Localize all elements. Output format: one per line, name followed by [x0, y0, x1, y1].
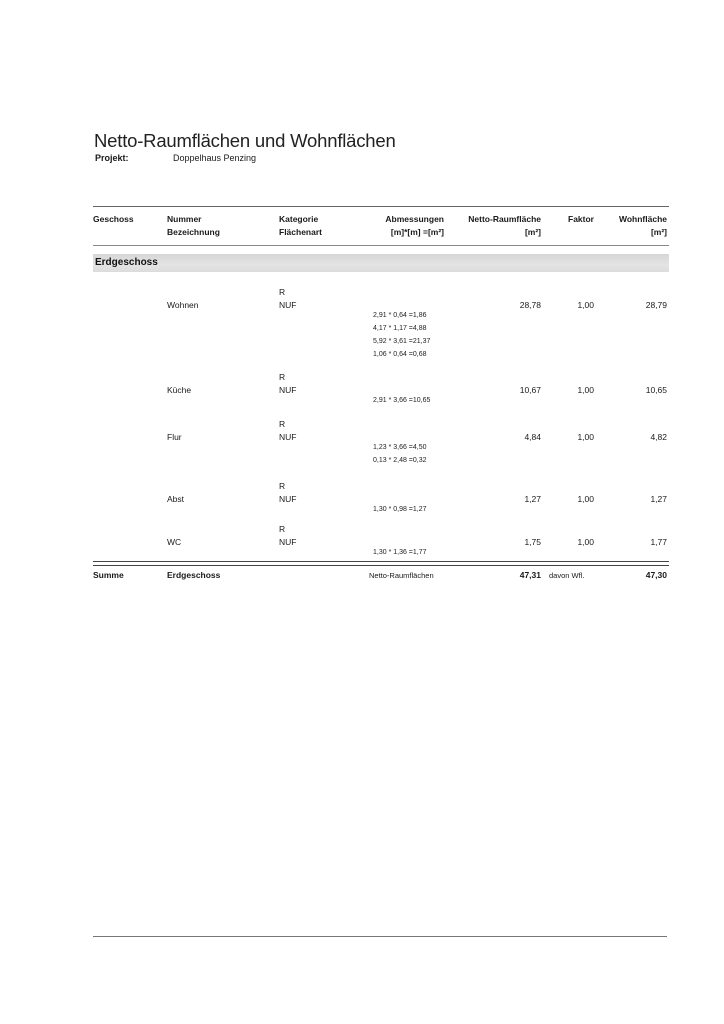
project-label: Projekt:: [95, 153, 129, 163]
room-netto: 4,84: [524, 432, 541, 442]
section-title: Erdgeschoss: [95, 257, 158, 268]
header-kategorie-label: Kategorie: [279, 214, 319, 224]
room-calc-line: 1,30 * 0,98 =1,27: [373, 506, 427, 513]
header-nummer-label: Nummer: [167, 214, 202, 224]
header-geschoss-label: Geschoss: [93, 214, 134, 224]
summary-rule-bottom: [93, 565, 669, 566]
room-netto: 1,75: [524, 537, 541, 547]
room-faktor: 1,00: [577, 537, 594, 547]
room-kategorie: R: [279, 287, 286, 297]
summary-type: Netto-Raumflächen: [369, 571, 434, 580]
room-name: WC: [167, 537, 182, 547]
room-name: Küche: [167, 385, 192, 395]
room-name: Flur: [167, 432, 182, 442]
page-title: Netto-Raumflächen und Wohnflächen: [94, 130, 396, 151]
room-wohnflaeche: 28,79: [645, 300, 667, 310]
room-faktor: 1,00: [577, 385, 594, 395]
summary-netto: 47,31: [519, 570, 541, 580]
summary-rule-top: [93, 561, 669, 562]
room-flaechenart: NUF: [279, 432, 297, 442]
summary-davon: davon Wfl.: [549, 571, 585, 580]
room-name: Wohnen: [167, 300, 199, 310]
room-wohnflaeche: 4,82: [650, 432, 667, 442]
header-abmessungen: [385, 213, 444, 239]
room-faktor: 1,00: [577, 300, 594, 310]
header-netto: [468, 213, 541, 239]
header-wohnflaeche-unit: [m²]: [650, 227, 667, 237]
room-netto: 10,67: [519, 385, 541, 395]
header-wohnflaeche-label: Wohnfläche: [618, 214, 667, 224]
summary-geschoss: Erdgeschoss: [167, 570, 221, 580]
header-faktor: [568, 213, 594, 226]
footer-rule: [93, 936, 667, 937]
room-kategorie: R: [279, 419, 286, 429]
header-wohnflaeche: [619, 213, 667, 239]
header-abmessungen-label: Abmessungen: [385, 214, 444, 224]
room-wohnflaeche: 1,77: [650, 537, 667, 547]
room-netto: 28,78: [519, 300, 541, 310]
header-netto-label: Netto-Raumfläche: [468, 214, 541, 224]
room-flaechenart: NUF: [279, 385, 297, 395]
room-calc-line: 2,91 * 3,66 =10,65: [373, 397, 431, 404]
room-flaechenart: NUF: [279, 300, 297, 310]
room-faktor: 1,00: [577, 432, 594, 442]
room-calc-line: 1,23 * 3,66 =4,50: [373, 444, 427, 451]
room-calc-line: 5,92 * 3,61 =21,37: [373, 338, 431, 345]
room-calc-line: 1,06 * 0,64 =0,68: [373, 351, 427, 358]
room-calc-line: 1,30 * 1,36 =1,77: [373, 549, 427, 556]
room-calc-line: 2,91 * 0,64 =1,86: [373, 312, 427, 319]
room-flaechenart: NUF: [279, 494, 297, 504]
header-flaechenart-label: Flächenart: [279, 227, 322, 237]
room-kategorie: R: [279, 524, 286, 534]
room-calc-line: 4,17 * 1,17 =4,88: [373, 325, 427, 332]
room-kategorie: R: [279, 372, 286, 382]
header-kategorie: [279, 213, 322, 239]
header-bottom-rule: [93, 245, 669, 246]
room-wohnflaeche: 10,65: [645, 385, 667, 395]
room-faktor: 1,00: [577, 494, 594, 504]
header-abmessungen-unit: [m]*[m] =[m²]: [390, 227, 444, 237]
room-flaechenart: NUF: [279, 537, 297, 547]
room-calc-line: 0,13 * 2,48 =0,32: [373, 457, 427, 464]
header-bezeichnung-label: Bezeichnung: [167, 227, 220, 237]
room-wohnflaeche: 1,27: [650, 494, 667, 504]
summary-label: Summe: [93, 570, 124, 580]
summary-wohnflaeche: 47,30: [645, 570, 667, 580]
room-name: Abst: [167, 494, 185, 504]
section-band: [93, 254, 669, 272]
room-netto: 1,27: [524, 494, 541, 504]
project-name: Doppelhaus Penzing: [173, 153, 257, 163]
header-geschoss: [93, 213, 134, 226]
room-kategorie: R: [279, 481, 286, 491]
header-netto-unit: [m²]: [524, 227, 541, 237]
header-faktor-label: Faktor: [568, 214, 594, 224]
header-nummer: [167, 213, 220, 239]
table-top-rule: [93, 206, 669, 207]
